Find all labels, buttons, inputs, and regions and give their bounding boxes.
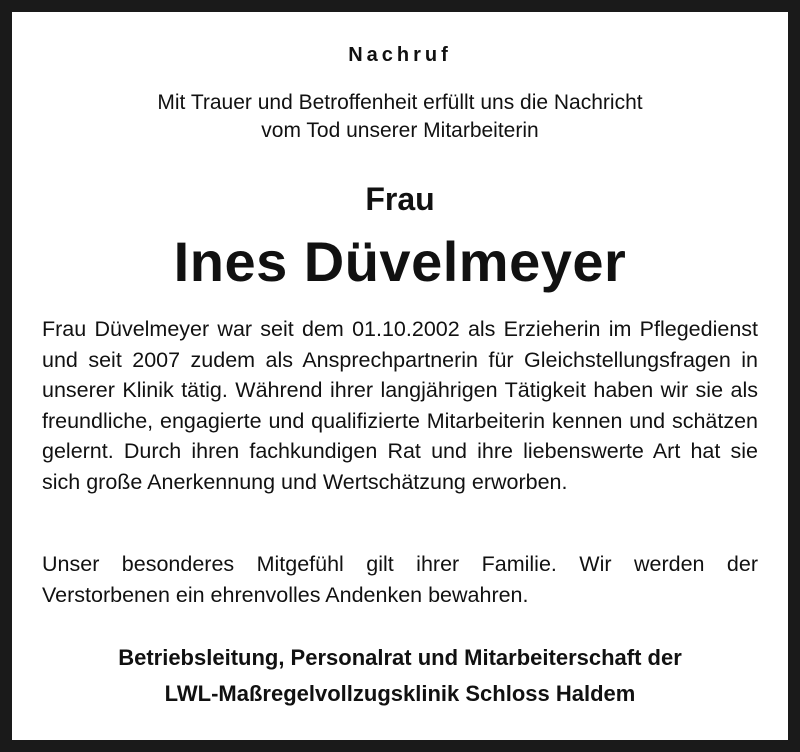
intro-line-2: vom Tod unserer Mitarbeiterin — [261, 119, 539, 142]
notice-heading: Nachruf — [348, 44, 452, 66]
signature-line-2: LWL-Maßregelvollzugsklinik Schloss Haldem — [164, 681, 636, 706]
signature-line-1: Betriebsleitung, Personalrat und Mitarbeiterschaft der — [118, 645, 682, 670]
salutation: Frau — [365, 181, 435, 217]
intro-line-1: Mit Trauer und Betroffenheit erfüllt uns die Nachricht — [157, 91, 643, 114]
signature — [12, 640, 788, 712]
deceased-name: Ines Düvelmeyer — [173, 230, 627, 293]
intro-text — [12, 89, 788, 145]
condolence-paragraph: Unser besonderes Mitgefühl gilt ihrer Familie. Wir werden der Verstorbenen ein ehrenvolles Andenken bewahren. — [42, 552, 758, 607]
biography-paragraph: Frau Düvelmeyer war seit dem 01.10.2002 als Erzieherin im Pflegedienst und seit 2007 zudem als Ansprechpartnerin für Gleichstellungsfragen in unserer Klinik tätig. Während ihrer langjährigen Tätigkeit haben wir sie als freundliche, engagierte und qualifizierte Mitarbeiterin kennen und schätzen gelernt. Durch ihren fachkundigen Rat und ihre liebenswerte Art hat sie sich große Anerkennung und Wertschätzung erworben. — [42, 317, 758, 494]
